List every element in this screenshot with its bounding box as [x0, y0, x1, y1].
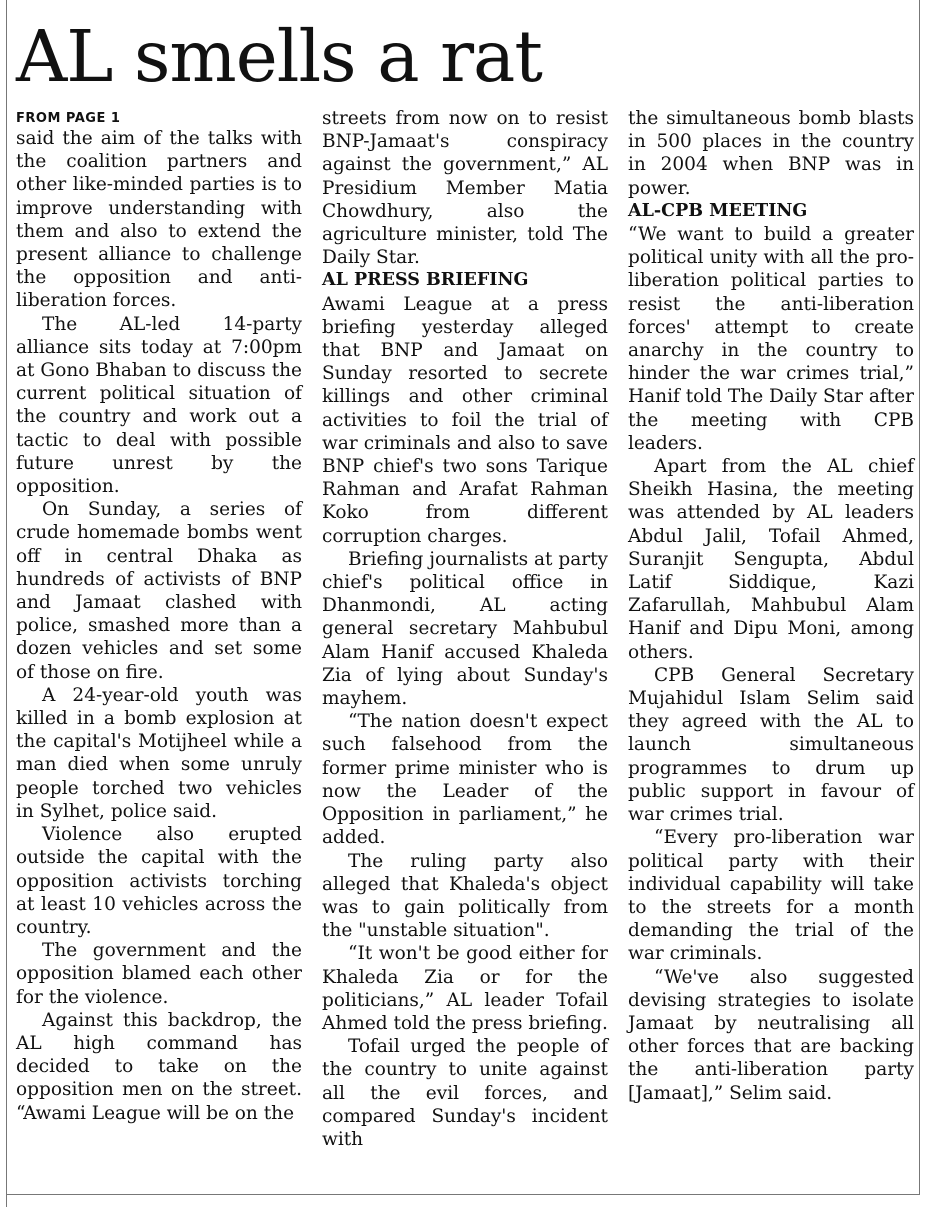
paragraph: Awami League at a press briefing yesterday alleged that BNP and Jamaat on Sunday resorted to secrete killings and other criminal activities to foil the trial of war criminals and also to save BNP chief's two sons Tarique Rahman and Arafat Rahman Koko from different corruption charges.: [322, 293, 608, 547]
headline: AL smells a rat: [16, 15, 542, 98]
paragraph: Apart from the AL chief Sheikh Hasina, the meeting was attended by AL leaders Abdul Jalil, Tofail Ahmed, Suranjit Sengupta, Abdul Latif Siddique, Kazi Zafarullah, Mahbubul Alam Hanif and Dipu Moni, among others.: [628, 456, 914, 663]
paragraph: the simultaneous bomb blasts in 500 places in the country in 2004 when BNP was in power.: [628, 108, 914, 199]
paragraph: “We want to build a greater political unity with all the pro-liberation political parties to resist the anti-liberation forces' attempt to create anarchy in the country to hinder the war crimes trial,” Hanif told The Daily Star after the meeting with CPB leaders.: [628, 224, 915, 454]
continuation-kicker: FROM PAGE 1: [16, 111, 121, 126]
paragraph: “The nation doesn't expect such falsehood from the former prime minister who is now the Leader of the Opposition in parliament,” he added.: [322, 711, 608, 849]
paragraph: A 24-year-old youth was killed in a bomb explosion at the capital's Motijheel while a man died when some unruly people torched two vehicles in Sylhet, police said.: [16, 684, 302, 822]
article-column-1: [16, 107, 302, 1125]
left-column-rule: [6, 0, 7, 1207]
paragraph: “Every pro-liberation war political party with their individual capability will take to the streets for a month demanding the trial of the war criminals.: [628, 827, 914, 965]
paragraph: The ruling party also alleged that Khaleda's object was to gain politically from the "unstable situation".: [322, 850, 608, 942]
article-column-3: [628, 107, 914, 1105]
right-column-rule: [919, 0, 920, 1195]
paragraph: CPB General Secretary Mujahidul Islam Selim said they agreed with the AL to launch simultaneous programmes to drum up public support in favour of war crimes trial.: [628, 664, 914, 826]
subheading-press-briefing: AL PRESS BRIEFING: [322, 270, 529, 291]
paragraph: said the aim of the talks with the coalition partners and other like-minded parties is to improve understanding with them and also to extend the present alliance to challenge the opposition and anti-liberation forces.: [16, 128, 302, 312]
paragraph: Against this backdrop, the AL high command has decided to take on the opposition men on the street. “Awami League will be on the: [16, 1009, 302, 1124]
paragraph: Briefing journalists at party chief's political office in Dhanmondi, AL acting general secretary Mahbubul Alam Hanif accused Khaleda Zia of lying about Sunday's mayhem.: [322, 548, 608, 710]
paragraph: “We've also suggested devising strategies to isolate Jamaat by neutralising all other forces that are backing the anti-liberation party [Jamaat],” Selim said.: [628, 966, 914, 1104]
paragraph: streets from now on to resist BNP-Jamaat's conspiracy against the government,” AL Presidium Member Matia Chowdhury, also the agriculture minister, told The Daily Star.: [322, 108, 608, 269]
paragraph: On Sunday, a series of crude homemade bombs went off in central Dhaka as hundreds of activists of BNP and Jamaat clashed with police, smashed more than a dozen vehicles and set some of those on fire.: [16, 499, 302, 683]
paragraph: “It won't be good either for Khaleda Zia or for the politicians,” AL leader Tofail Ahmed told the press briefing.: [322, 943, 608, 1034]
paragraph: Violence also erupted outside the capital with the opposition activists torching at least 10 vehicles across the country.: [16, 824, 302, 938]
bottom-rule: [6, 1194, 920, 1195]
paragraph: Tofail urged the people of the country to unite against all the evil forces, and compared Sunday's incident with: [322, 1036, 608, 1150]
paragraph: The government and the opposition blamed each other for the violence.: [16, 940, 302, 1008]
paragraph: The AL-led 14-party alliance sits today at 7:00pm at Gono Bhaban to discuss the current political situation of the country and work out a tactic to deal with possible future unrest by the opposition.: [16, 313, 302, 498]
article-column-2: [322, 107, 608, 1151]
subheading-al-cpb-meeting: AL-CPB MEETING: [628, 200, 808, 221]
